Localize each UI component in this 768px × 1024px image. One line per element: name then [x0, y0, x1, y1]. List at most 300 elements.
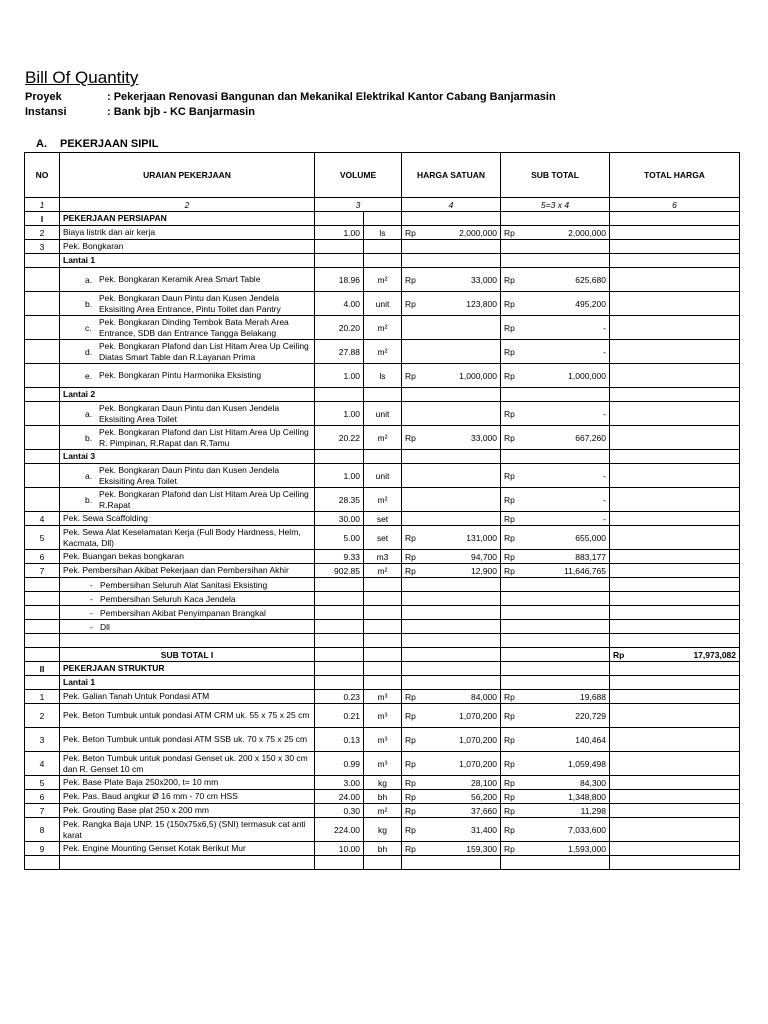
cell-price: [402, 268, 501, 292]
header-harga-satuan: HARGA SATUAN: [402, 153, 501, 198]
cell-desc: [60, 856, 315, 870]
currency-label: Rp: [613, 649, 625, 660]
cell-total: [610, 818, 740, 842]
cell-no: [25, 464, 60, 488]
cell-desc: Pek. Bongkaran: [60, 240, 315, 254]
price-value: 159,300: [466, 843, 497, 854]
item-dash: -: [90, 607, 93, 618]
cell-total: [610, 268, 740, 292]
cell-subtotal: [501, 254, 610, 268]
currency-label: Rp: [405, 432, 416, 443]
cell-no: 7: [25, 804, 60, 818]
cell-volume: 30.00: [315, 512, 364, 526]
cell-volume: 1.00: [315, 402, 364, 426]
currency-label: Rp: [405, 691, 416, 702]
table-row: [25, 856, 740, 870]
cell-no: 4: [25, 752, 60, 776]
table-row: [25, 526, 740, 550]
cell-desc: [60, 268, 315, 292]
cell-subtotal: [501, 578, 610, 592]
cell-unit: [364, 676, 402, 690]
cell-desc: [60, 426, 315, 450]
subtotal-value: -: [603, 470, 606, 481]
cell-unit: unit: [364, 292, 402, 316]
item-dash: -: [90, 579, 93, 590]
cell-total: [610, 512, 740, 526]
currency-label: Rp: [504, 777, 515, 788]
subtotal-value: 495,200: [575, 298, 606, 309]
subtotal-value: 11,298: [580, 805, 606, 816]
cell-volume: [315, 212, 364, 226]
currency-label: Rp: [504, 346, 515, 357]
cell-subtotal: [501, 704, 610, 728]
cell-desc: [60, 592, 315, 606]
cell-unit: [364, 620, 402, 634]
cell-unit: m³: [364, 704, 402, 728]
cell-no: [25, 488, 60, 512]
price-value: 12,900: [471, 565, 497, 576]
item-letter: a.: [85, 470, 93, 481]
price-value: 94,700: [471, 551, 497, 562]
cell-subtotal: [501, 690, 610, 704]
cell-total: [610, 842, 740, 856]
cell-subtotal: [501, 790, 610, 804]
table-row: [25, 634, 740, 648]
cell-subtotal: [501, 364, 610, 388]
subtotal-value: -: [603, 346, 606, 357]
cell-total: [610, 752, 740, 776]
cell-subtotal: [501, 388, 610, 402]
cell-subtotal: [501, 804, 610, 818]
cell-volume: 0.23: [315, 690, 364, 704]
cell-volume: 5.00: [315, 526, 364, 550]
cell-unit: [364, 450, 402, 464]
cell-no: II: [25, 662, 60, 676]
cell-subtotal: [501, 240, 610, 254]
cell-price: [402, 340, 501, 364]
currency-label: Rp: [504, 494, 515, 505]
table-row: [25, 818, 740, 842]
total-value: 17,973,082: [693, 649, 736, 660]
cell-unit: [364, 592, 402, 606]
currency-label: Rp: [504, 691, 515, 702]
cell-price: [402, 240, 501, 254]
cell-desc: Pek. Rangka Baja UNP. 15 (150x75x6,5) (SNI) termasuk cat anti karat: [60, 818, 315, 842]
cell-price: [402, 856, 501, 870]
cell-price: [402, 316, 501, 340]
cell-desc: Lantai 3: [60, 450, 315, 464]
cell-no: [25, 578, 60, 592]
cell-volume: 0.13: [315, 728, 364, 752]
cell-price: [402, 634, 501, 648]
cell-no: [25, 634, 60, 648]
cell-subtotal: [501, 606, 610, 620]
cell-no: [25, 402, 60, 426]
subtotal-value: -: [603, 322, 606, 333]
table-row: [25, 268, 740, 292]
table-row: [25, 804, 740, 818]
cell-no: 3: [25, 728, 60, 752]
cell-desc: Lantai 1: [60, 254, 315, 268]
currency-label: Rp: [504, 532, 515, 543]
cell-unit: m²: [364, 426, 402, 450]
cell-unit: m²: [364, 316, 402, 340]
cell-volume: [315, 388, 364, 402]
cell-desc: Pek. Pembersihan Akibat Pekerjaan dan Pembersihan Akhir: [60, 564, 315, 578]
cell-subtotal: [501, 818, 610, 842]
table-row: [25, 842, 740, 856]
cell-unit: kg: [364, 818, 402, 842]
cell-desc: Pek. Sewa Alat Keselamatan Kerja (Full Body Hardness, Helm, Kacmata, Dll): [60, 526, 315, 550]
cell-volume: [315, 856, 364, 870]
proyek-value: : Pekerjaan Renovasi Bangunan dan Mekanikal Elektrikal Kantor Cabang Banjarmasin: [107, 91, 556, 103]
cell-total: [610, 690, 740, 704]
item-letter: b.: [85, 432, 93, 443]
cell-unit: ls: [364, 226, 402, 240]
cell-total: [610, 620, 740, 634]
cell-no: [25, 676, 60, 690]
currency-label: Rp: [405, 734, 416, 745]
cell-volume: 0.21: [315, 704, 364, 728]
table-row: [25, 316, 740, 340]
cell-no: 2: [25, 704, 60, 728]
currency-label: Rp: [504, 322, 515, 333]
item-dash: -: [90, 593, 93, 604]
cell-desc: [60, 402, 315, 426]
cell-unit: [364, 212, 402, 226]
cell-subtotal: [501, 526, 610, 550]
subtotal-value: 1,348,800: [568, 791, 606, 802]
cell-total: [610, 226, 740, 240]
cell-unit: [364, 578, 402, 592]
currency-label: Rp: [405, 791, 416, 802]
cell-desc: SUB TOTAL I: [60, 648, 315, 662]
cell-unit: unit: [364, 464, 402, 488]
cell-subtotal: [501, 340, 610, 364]
cell-volume: 24.00: [315, 790, 364, 804]
cell-volume: 28.35: [315, 488, 364, 512]
cell-volume: [315, 254, 364, 268]
cell-subtotal: [501, 512, 610, 526]
cell-unit: kg: [364, 776, 402, 790]
cell-desc: Biaya listrik dan air kerja: [60, 226, 315, 240]
index-cell: 2: [60, 198, 315, 212]
cell-total: [610, 526, 740, 550]
table-row: [25, 364, 740, 388]
cell-no: [25, 364, 60, 388]
cell-subtotal: [501, 564, 610, 578]
price-value: 131,000: [466, 532, 497, 543]
subtotal-value: -: [603, 408, 606, 419]
cell-no: [25, 592, 60, 606]
cell-desc: Lantai 2: [60, 388, 315, 402]
currency-label: Rp: [405, 227, 416, 238]
table-row: [25, 776, 740, 790]
table-row: [25, 340, 740, 364]
table-row: [25, 254, 740, 268]
cell-no: [25, 292, 60, 316]
cell-price: [402, 550, 501, 564]
cell-volume: 27.88: [315, 340, 364, 364]
cell-volume: 0.30: [315, 804, 364, 818]
item-text: Pek. Bongkaran Daun Pintu dan Kusen Jendela Eksisiting Area Toilet: [99, 464, 280, 486]
cell-price: [402, 662, 501, 676]
currency-label: Rp: [405, 274, 416, 285]
cell-price: [402, 592, 501, 606]
cell-total: [610, 578, 740, 592]
item-letter: a.: [85, 408, 93, 419]
currency-label: Rp: [405, 370, 416, 381]
table-row: [25, 752, 740, 776]
cell-volume: 3.00: [315, 776, 364, 790]
currency-label: Rp: [405, 758, 416, 769]
index-cell: 1: [25, 198, 60, 212]
cell-desc: PEKERJAAN STRUKTUR: [60, 662, 315, 676]
table-row: [25, 212, 740, 226]
cell-volume: 1.00: [315, 464, 364, 488]
cell-subtotal: [501, 226, 610, 240]
index-cell: 4: [402, 198, 501, 212]
cell-total: [610, 292, 740, 316]
item-letter: c.: [85, 322, 92, 333]
cell-subtotal: [501, 842, 610, 856]
index-row: [25, 198, 740, 212]
price-value: 1,000,000: [459, 370, 497, 381]
cell-subtotal: [501, 464, 610, 488]
cell-volume: [315, 662, 364, 676]
currency-label: Rp: [504, 432, 515, 443]
index-cell: 5=3 x 4: [501, 198, 610, 212]
cell-price: [402, 526, 501, 550]
price-value: 33,000: [471, 432, 497, 443]
header-volume: VOLUME: [315, 153, 402, 198]
cell-total: [610, 388, 740, 402]
currency-label: Rp: [504, 843, 515, 854]
cell-subtotal: [501, 856, 610, 870]
item-letter: e.: [85, 370, 93, 381]
cell-no: I: [25, 212, 60, 226]
instansi-value: : Bank bjb - KC Banjarmasin: [107, 106, 255, 118]
table-row: [25, 402, 740, 426]
proyek-line: [25, 91, 556, 103]
cell-unit: unit: [364, 402, 402, 426]
cell-subtotal: [501, 212, 610, 226]
cell-price: [402, 606, 501, 620]
cell-desc: Pek. Base Plate Baja 250x200, t= 10 mm: [60, 776, 315, 790]
price-value: 33,000: [471, 274, 497, 285]
cell-price: [402, 648, 501, 662]
cell-price: [402, 388, 501, 402]
cell-total: [610, 254, 740, 268]
cell-unit: bh: [364, 842, 402, 856]
cell-desc: [60, 464, 315, 488]
cell-unit: bh: [364, 790, 402, 804]
cell-no: [25, 606, 60, 620]
currency-label: Rp: [504, 408, 515, 419]
instansi-label: Instansi: [25, 106, 67, 118]
cell-no: [25, 268, 60, 292]
index-cell: 3: [315, 198, 402, 212]
cell-price: [402, 402, 501, 426]
cell-subtotal: [501, 292, 610, 316]
cell-price: [402, 292, 501, 316]
subtotal-value: 667,260: [575, 432, 606, 443]
cell-total: [610, 804, 740, 818]
cell-desc: [60, 364, 315, 388]
cell-price: [402, 226, 501, 240]
subtotal-value: -: [603, 494, 606, 505]
currency-label: Rp: [504, 470, 515, 481]
index-cell: 6: [610, 198, 740, 212]
cell-no: [25, 426, 60, 450]
table-row: [25, 450, 740, 464]
header-row: [25, 153, 740, 198]
subtotal-value: 1,059,498: [568, 758, 606, 769]
cell-desc: [60, 620, 315, 634]
item-text: Pek. Bongkaran Plafond dan List Hitam Area Up Ceiling R. Pimpinan, R.Rapat dan R.Tamu: [99, 426, 309, 448]
table-row: [25, 292, 740, 316]
cell-volume: [315, 592, 364, 606]
cell-no: 7: [25, 564, 60, 578]
subtotal-value: 7,033,600: [568, 824, 606, 835]
currency-label: Rp: [504, 710, 515, 721]
currency-label: Rp: [504, 513, 515, 524]
cell-no: 6: [25, 790, 60, 804]
cell-subtotal: [501, 728, 610, 752]
subtotal-value: -: [603, 513, 606, 524]
cell-no: [25, 648, 60, 662]
item-text: Pembersihan Seluruh Kaca Jendela: [100, 593, 236, 604]
cell-unit: [364, 856, 402, 870]
header-sub-total: SUB TOTAL: [501, 153, 610, 198]
cell-subtotal: [501, 426, 610, 450]
header-total-harga: TOTAL HARGA: [610, 153, 740, 198]
cell-no: [25, 620, 60, 634]
cell-desc: [60, 488, 315, 512]
currency-label: Rp: [405, 532, 416, 543]
cell-total: [610, 728, 740, 752]
item-text: Pek. Bongkaran Plafond dan List Hitam Area Up Ceiling Diatas Smart Table dan R.Layanan Prima: [99, 340, 309, 362]
table-row: [25, 488, 740, 512]
subtotal-value: 625,680: [575, 274, 606, 285]
cell-unit: m³: [364, 752, 402, 776]
cell-unit: [364, 388, 402, 402]
cell-total: [610, 450, 740, 464]
cell-unit: m²: [364, 564, 402, 578]
cell-desc: Pek. Buangan bekas bongkaran: [60, 550, 315, 564]
cell-price: [402, 752, 501, 776]
cell-total: [610, 776, 740, 790]
cell-desc: [60, 606, 315, 620]
cell-desc: Pek. Grouting Base plat 250 x 200 mm: [60, 804, 315, 818]
item-text: Dll: [100, 621, 110, 632]
cell-total: [610, 488, 740, 512]
cell-unit: m²: [364, 488, 402, 512]
cell-unit: m²: [364, 268, 402, 292]
currency-label: Rp: [405, 298, 416, 309]
table-row: [25, 790, 740, 804]
table-row: [25, 564, 740, 578]
cell-volume: 9.33: [315, 550, 364, 564]
cell-total: [610, 648, 740, 662]
cell-unit: m²: [364, 804, 402, 818]
table-row: [25, 240, 740, 254]
cell-volume: 20.20: [315, 316, 364, 340]
subtotal-value: 1,593,000: [568, 843, 606, 854]
cell-volume: 4.00: [315, 292, 364, 316]
cell-price: [402, 842, 501, 856]
cell-desc: [60, 316, 315, 340]
currency-label: Rp: [504, 274, 515, 285]
cell-subtotal: [501, 662, 610, 676]
cell-volume: 0.99: [315, 752, 364, 776]
price-value: 1,070,200: [459, 734, 497, 745]
cell-unit: set: [364, 526, 402, 550]
table-row: [25, 226, 740, 240]
subtotal-value: 1,000,000: [568, 370, 606, 381]
table-row: [25, 512, 740, 526]
cell-price: [402, 704, 501, 728]
currency-label: Rp: [504, 805, 515, 816]
cell-price: [402, 804, 501, 818]
cell-unit: [364, 634, 402, 648]
cell-price: [402, 426, 501, 450]
cell-unit: m³: [364, 690, 402, 704]
currency-label: Rp: [504, 370, 515, 381]
boq-table: [24, 152, 740, 870]
cell-total: [610, 402, 740, 426]
price-value: 2,000,000: [459, 227, 497, 238]
cell-desc: Pek. Beton Tumbuk untuk pondasi ATM CRM uk. 55 x 75 x 25 cm: [60, 704, 315, 728]
cell-no: 4: [25, 512, 60, 526]
header-no: NO: [25, 153, 60, 198]
cell-price: [402, 254, 501, 268]
section-heading: [36, 138, 158, 150]
cell-volume: [315, 450, 364, 464]
cell-subtotal: [501, 648, 610, 662]
cell-no: 8: [25, 818, 60, 842]
price-value: 56,200: [471, 791, 497, 802]
cell-total: [610, 364, 740, 388]
price-value: 31,400: [471, 824, 497, 835]
table-row: [25, 388, 740, 402]
cell-price: [402, 464, 501, 488]
cell-price: [402, 620, 501, 634]
cell-volume: 1.00: [315, 226, 364, 240]
price-value: 28,100: [471, 777, 497, 788]
cell-price: [402, 578, 501, 592]
cell-desc: PEKERJAAN PERSIAPAN: [60, 212, 315, 226]
cell-total: [610, 662, 740, 676]
cell-price: [402, 212, 501, 226]
cell-no: 9: [25, 842, 60, 856]
cell-price: [402, 488, 501, 512]
cell-desc: Pek. Engine Mounting Genset Kotak Berikut Mur: [60, 842, 315, 856]
cell-price: [402, 364, 501, 388]
table-row: [25, 578, 740, 592]
cell-total: [610, 564, 740, 578]
cell-total: [610, 212, 740, 226]
cell-no: 6: [25, 550, 60, 564]
currency-label: Rp: [504, 565, 515, 576]
subtotal-value: 140,464: [575, 734, 606, 745]
currency-label: Rp: [504, 298, 515, 309]
item-text: Pek. Bongkaran Daun Pintu dan Kusen Jendela Eksisiting Area Toilet: [99, 402, 280, 424]
cell-volume: [315, 606, 364, 620]
cell-total: [610, 240, 740, 254]
item-letter: a.: [85, 274, 93, 285]
cell-subtotal: [501, 620, 610, 634]
